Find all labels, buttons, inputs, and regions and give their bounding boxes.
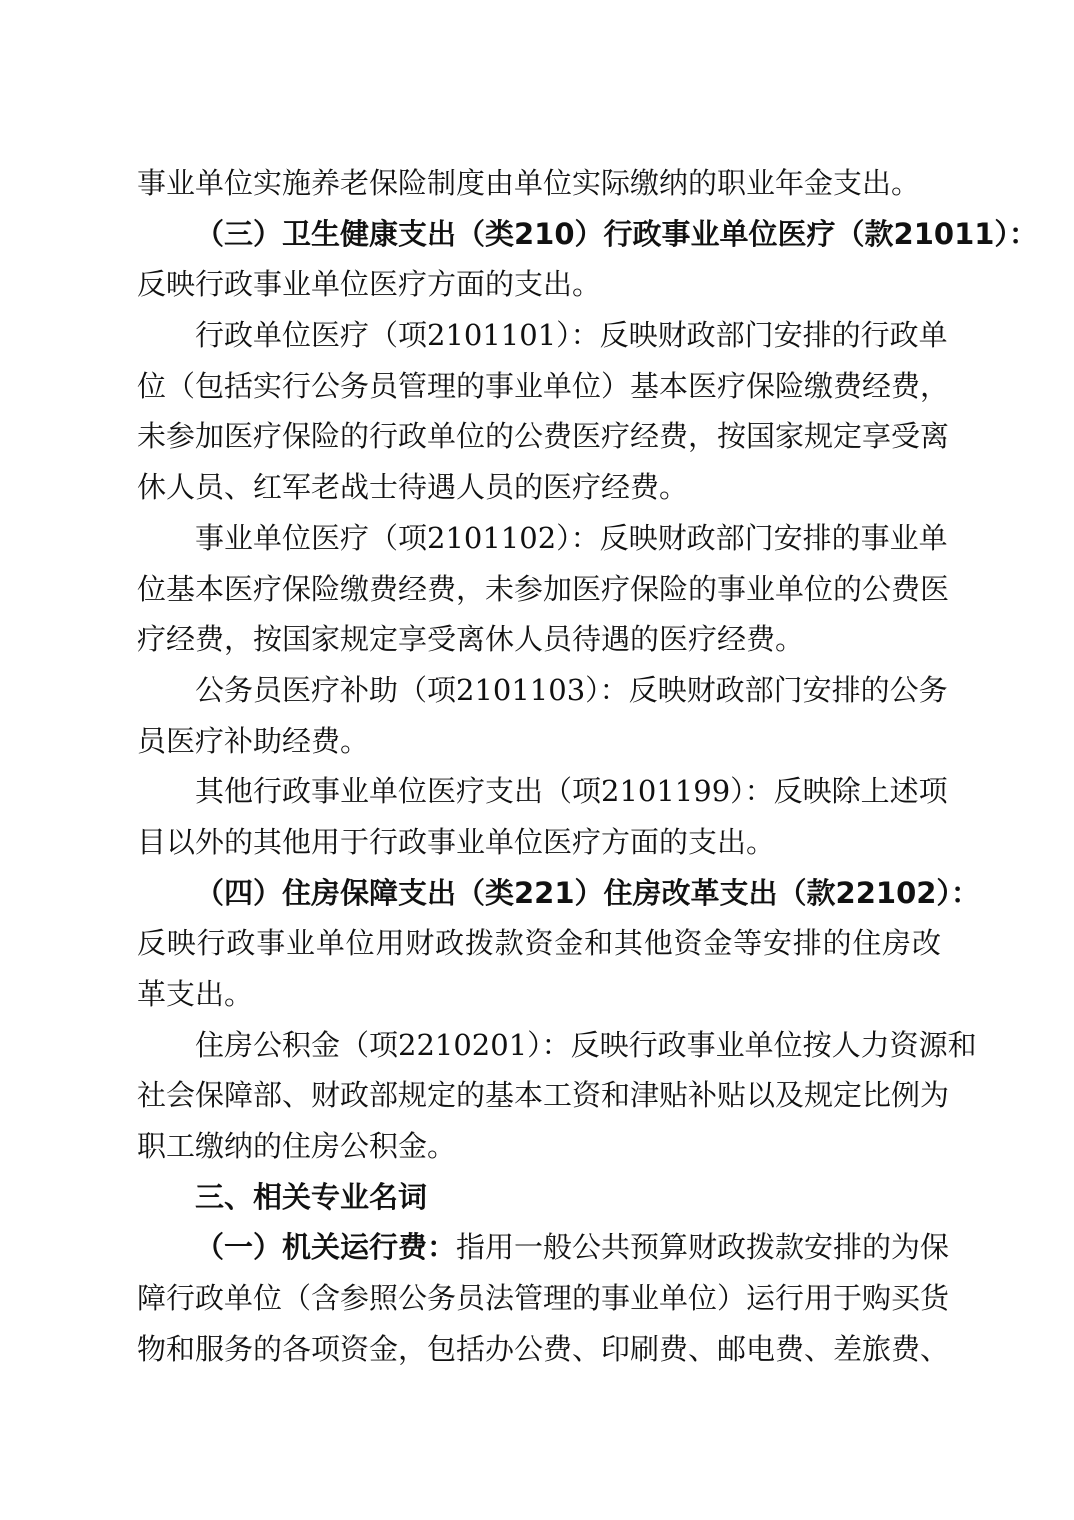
text-line: 革支出。 xyxy=(137,977,254,1011)
text-line: 反映行政事业单位医疗方面的支出。 xyxy=(137,267,602,302)
text-line: 社会保障部、财政部规定的基本工资和津贴补贴以及规定比例为 xyxy=(137,1078,950,1113)
term-definition: 指用一般公共预算财政拨款安排的为保 xyxy=(456,1230,950,1265)
section-heading xyxy=(137,868,980,919)
text-line: 反映行政事业单位用财政拨款资金和其他资金等安排的住房改 xyxy=(137,926,941,961)
text-line: 员医疗补助经费。 xyxy=(137,723,370,758)
text-line: 疗经费，按国家规定享受离休人员待遇的医疗经费。 xyxy=(137,622,805,657)
text-line: 目以外的其他用于行政事业单位医疗方面的支出。 xyxy=(137,824,776,859)
text-line: 行政单位医疗（项2101101）：反映财政部门安排的行政单 xyxy=(195,318,948,353)
heading-text: （四）住房保障支出（类221）住房改革支出（款22102）： xyxy=(195,875,980,910)
text-line: 事业单位医疗（项2101102）：反映财政部门安排的事业单 xyxy=(195,520,948,555)
chapter-heading xyxy=(137,1172,941,1223)
text-line: 事业单位实施养老保险制度由单位实际缴纳的职业年金支出。 xyxy=(137,166,921,200)
text-line: 其他行政事业单位医疗支出（项2101199）：反映除上述项 xyxy=(195,774,948,809)
heading-text: 三、相关专业名词 xyxy=(195,1179,428,1214)
document-page xyxy=(137,158,1038,1375)
text-line: 位（包括实行公务员管理的事业单位）基本医疗保险缴费经费， xyxy=(137,368,950,403)
text-line: 职工缴纳的住房公积金。 xyxy=(137,1129,457,1164)
text-line: 公务员医疗补助（项2101103）：反映财政部门安排的公务 xyxy=(195,672,948,707)
text-line xyxy=(137,1222,950,1273)
heading-text: （三）卫生健康支出（类210）行政事业单位医疗（款21011）： xyxy=(195,216,1038,251)
text-line: 物和服务的各项资金，包括办公费、印刷费、邮电费、差旅费、 xyxy=(137,1331,950,1366)
text-line: 住房公积金（项2210201）：反映行政事业单位按人力资源和 xyxy=(195,1027,977,1062)
text-line: 未参加医疗保险的行政单位的公费医疗经费，按国家规定享受离 xyxy=(137,419,950,454)
term-label: （一）机关运行费： xyxy=(195,1230,457,1265)
text-line: 休人员、红军老战士待遇人员的医疗经费。 xyxy=(137,470,689,505)
text-line: 障行政单位（含参照公务员法管理的事业单位）运行用于购买货 xyxy=(137,1281,950,1316)
text-line: 位基本医疗保险缴费经费，未参加医疗保险的事业单位的公费医 xyxy=(137,571,950,606)
section-heading xyxy=(137,209,1038,260)
